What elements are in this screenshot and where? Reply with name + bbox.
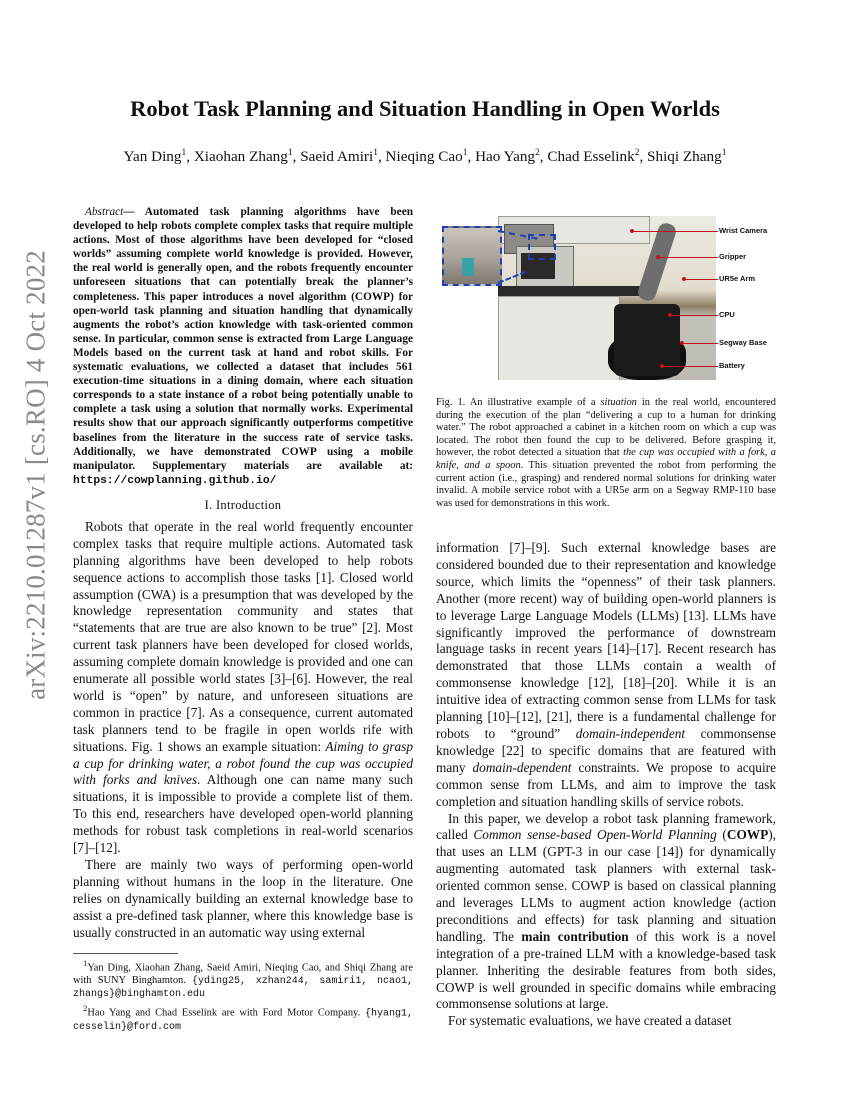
author: Hao Yang bbox=[475, 148, 536, 166]
countertop bbox=[498, 286, 648, 296]
right-column bbox=[436, 540, 776, 1030]
caption-text: Fig. 1. An illustrative example of a bbox=[436, 397, 601, 408]
intro-text: ), that uses an LLM (GPT-3 in our case [14]) for dynamically augmenting automated task planners with external task-oriented common sense. COWP is based on classical planning and leverages LLMs to augment action knowledge (action preconditions and effects) for task planning and situation handling. The bbox=[436, 827, 776, 944]
footnote-text: Hao Yang and Chad Esselink are with Ford Motor Company. bbox=[87, 1007, 365, 1019]
affiliation-mark: 1 bbox=[181, 148, 187, 158]
author: Xiaohan Zhang bbox=[193, 148, 288, 166]
section-heading-introduction: I. Introduction bbox=[204, 497, 282, 512]
label-gripper: Gripper bbox=[719, 252, 747, 261]
caption-emphasis: the cup was occupied with a fork, a knife, and a spoon bbox=[436, 447, 776, 471]
label-leader bbox=[670, 315, 718, 316]
label-dot bbox=[668, 313, 672, 317]
caption-text: in the real world, encountered during the execution of the plan “delivering a cup to a human for drinking water.” The robot approached a cabinet in a kitchen room on which a cup was located. The robot then found the cup to be delivered. Before grasping it, however, the robot detected a situation that bbox=[436, 397, 776, 459]
intro-text: In this paper, we develop a robot task planning framework, called bbox=[436, 810, 776, 843]
affiliation-mark: 2 bbox=[634, 148, 640, 158]
affiliation-mark: 1 bbox=[462, 148, 468, 158]
paper-title: Robot Task Planning and Situation Handling in Open Worlds bbox=[130, 96, 720, 121]
label-leader bbox=[632, 231, 718, 232]
label-leader bbox=[658, 257, 718, 258]
affiliation-mark: 1 bbox=[721, 148, 727, 158]
author-list: Yan Ding$^1$, Xiaohan Zhang$^1$, Saeid Amiri$^1$, Nieqing Cao$^1$, Hao Yang$^2$, Chad Esselink$^2$, Shiqi Zhang$^1$ bbox=[123, 148, 727, 166]
label-segway-base: Segway Base bbox=[719, 338, 767, 347]
footnote-emails: {yding25, xzhan244, samiri1, ncao1, zhangs}@binghamton.edu bbox=[73, 975, 413, 1001]
intro-paragraph-2: There are mainly two ways of performing open-world planning without humans in the loop in the literature. One relies on dynamically building an external knowledge base to assist a pre-defined task planner, where this knowledge base is usually constructed in an automatic way using external bbox=[73, 857, 413, 940]
label-dot bbox=[680, 341, 684, 345]
affiliation-mark: 1 bbox=[287, 148, 293, 158]
intro-text: constraints. We propose to acquire common sense from LLMs, and aim to improve the task completion and situation handling skills of service robots. bbox=[436, 759, 776, 809]
cup bbox=[462, 258, 474, 276]
label-leader bbox=[682, 343, 718, 344]
footnote-rule bbox=[73, 953, 178, 954]
figure-1-caption bbox=[436, 397, 776, 510]
footnote-emails: {hyang1, cesselin}@ford.com bbox=[73, 1008, 413, 1033]
intro-emphasis: Aiming to grasp a cup for drinking water, a robot found the cup was occupied with forks and knives bbox=[73, 738, 414, 788]
left-column bbox=[73, 205, 413, 942]
intro-text: commonsense knowledge [22] to specific domains that are featured with many bbox=[436, 725, 776, 775]
affiliation-mark: 2 bbox=[535, 148, 540, 158]
lower-cabinet bbox=[498, 296, 620, 380]
author: Shiqi Zhang bbox=[647, 148, 722, 166]
intro-text: ( bbox=[716, 827, 727, 843]
intro-text: Robots that operate in the real world frequently encounter complex tasks that require multiple actions. Automated task planning algorithms have been developed to help robots sequence actions to accomplish those tasks [1]. Closed world assumption (CWA) is a presumption that was developed by the knowledge representation community and states that “statements that are true are also known to be true” [2]. Most current task planners have been developed for closed worlds, assuming complete domain knowledge is provided and one can enumerate all possible world states [3]–[6]. However, the real world is “open” by nature, and unforeseen situations are common in practice [7]. As a consequence, current automated task planners tend to be fragile in open worlds rife with situations. Fig. 1 shows an example situation: bbox=[73, 518, 413, 754]
arxiv-id: arXiv:2210.01287v1 [cs.RO] 4 Oct 2022 bbox=[20, 250, 51, 700]
footnote-text: Yan Ding, Xiaohan Zhang, Saeid Amiri, Nieqing Cao, and Shiqi Zhang are with SUNY Binghamton. bbox=[73, 962, 413, 986]
label-dot bbox=[660, 364, 664, 368]
intro-paragraph-5: For systematic evaluations, we have created a dataset bbox=[448, 1013, 732, 1029]
caption-emphasis: situation bbox=[600, 397, 637, 408]
intro-bold: COWP bbox=[726, 827, 769, 843]
intro-text: . Although one can name many such situations, it is impossible to provide a complete list of them. To this end, researchers have developed open-world planning methods for robust task completions in real-world scenarios [7]–[12]. bbox=[73, 772, 413, 856]
label-leader bbox=[662, 366, 718, 367]
label-dot bbox=[656, 255, 660, 259]
intro-bold: main contribution bbox=[521, 928, 629, 944]
label-battery: Battery bbox=[719, 361, 745, 370]
abstract-text: — Automated task planning algorithms have been developed to help robots complete complex tasks that require multiple actions. Most of those algorithms have been developed for “closed worlds” assuming complete world knowledge is provided. However, the real world is generally open, and the robots frequently encounter unforeseen situations that can potentially break the planner’s completeness. This paper introduces a novel algorithm (COWP) for open-world task planning and situation handling that dynamically augments the robot’s action knowledge with task-oriented common sense. In particular, common sense is extracted from Large Language Models based on the current task at hand and robot skills. For systematic evaluations, we collected a dataset that includes 561 execution-time situations in a dining domain, where each situation corresponds to a state instance of a robot being potentially unable to complete a task using a solution that normally works. Experimental results show that our approach significantly outperforms competitive baselines from the literature in the success rate of service tasks. Additionally, we have demonstrated COWP using a mobile manipulator. Supplementary materials are available at: bbox=[73, 206, 413, 472]
caption-text: . This situation prevented the robot from performing the current action (i.e., grasping) and rendered normal solutions for drinking water invalid. A mobile service robot with a UR5e arm on a Segway RMP-110 base was used for demonstrations in this work. bbox=[436, 459, 776, 509]
footnote-1: $^1$Yan Ding, Xiaohan Zhang, Saeid Amiri, Nieqing Cao, and Shiqi Zhang are with SUNY Binghamton. {yding25, xzhan244, samiri1, ncao1, zhangs}@binghamton.edu bbox=[73, 958, 413, 1001]
figure-1 bbox=[436, 212, 776, 384]
author: Yan Ding bbox=[123, 148, 182, 166]
cup-closeup-inset bbox=[442, 226, 502, 286]
footnotes bbox=[73, 953, 413, 1034]
affiliation-mark: 1 bbox=[373, 148, 378, 158]
label-cpu: CPU bbox=[719, 310, 735, 319]
supplementary-link[interactable]: https://cowplanning.github.io/ bbox=[73, 474, 277, 487]
label-wrist-camera: Wrist Camera bbox=[719, 226, 768, 235]
intro-paragraph-3 bbox=[436, 540, 776, 811]
intro-emphasis: Common sense-based Open-World Planning bbox=[473, 827, 717, 843]
label-dot bbox=[682, 277, 686, 281]
abstract-lead: Abstract bbox=[85, 206, 124, 218]
author: Nieqing Cao bbox=[385, 148, 463, 166]
label-ur5e-arm: UR5e Arm bbox=[719, 274, 755, 283]
abstract bbox=[73, 205, 413, 488]
label-dot bbox=[630, 229, 634, 233]
author: Chad Esselink bbox=[547, 148, 635, 166]
intro-text: information [7]–[9]. Such external knowledge bases are considered bounded due to their representation and knowledge source, which limits the “openness” of their task planners. Another (more recent) way of building open-world planners is to leverage Large Language Models (LLMs) [13]. LLMs have significantly improved the performance of downstream language tasks in recent years [14]–[17]. Recent research has demonstrated that those LLMs contain a wealth of commonsense knowledge [12], [18]–[20]. While it is an intuitive idea of extracting common sense from LLMs for task planning [10]–[12], [21], there is a fundamental challenge for robots to “ground” bbox=[436, 540, 776, 741]
arxiv-sidebar bbox=[14, 250, 58, 700]
intro-paragraph-1 bbox=[73, 519, 413, 857]
intro-emphasis: domain-dependent bbox=[472, 759, 572, 775]
author: Saeid Amiri bbox=[300, 148, 374, 166]
label-leader bbox=[684, 279, 718, 280]
intro-paragraph-4 bbox=[436, 811, 776, 1014]
intro-emphasis: domain-independent bbox=[575, 725, 686, 741]
intro-text: of this work is a novel integration of a pre-trained LLM with a knowledge-based task planner. Inheriting the desirable features from both sides, COWP is well grounded in specific domains while embracing commonsense solutions at large. bbox=[436, 928, 776, 1012]
footnote-2: $^2$Hao Yang and Chad Esselink are with Ford Motor Company. {hyang1, cesselin}@ford.com bbox=[73, 1002, 413, 1033]
